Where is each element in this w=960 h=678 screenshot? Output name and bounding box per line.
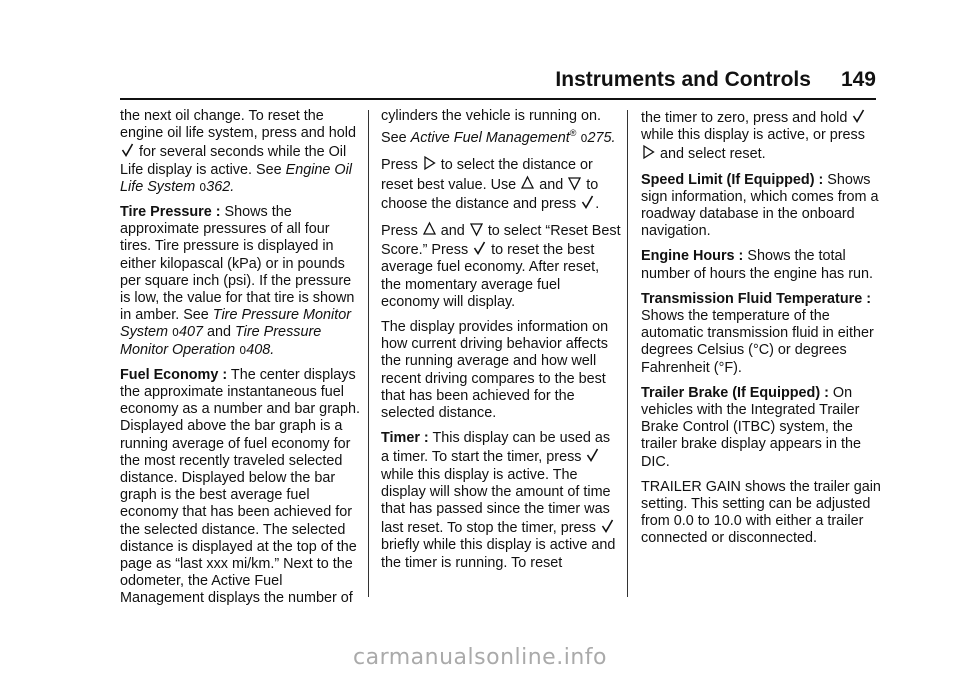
page-ref-arrow-icon: 0 xyxy=(171,326,179,340)
column-3 xyxy=(641,108,881,556)
column-1 xyxy=(120,108,360,616)
section-title: Instruments and Controls xyxy=(555,68,811,91)
down-triangle-icon xyxy=(470,221,483,237)
checkmark-icon xyxy=(852,108,865,124)
fuel-economy-paragraph: Fuel Economy : The center displays the approximate instantaneous fuel economy as a number and bar graph. Displayed above the bar graph is a running average of fuel economy for the most recently traveled selected distance. Displayed below the bar graph is the best average fuel economy that has been achieved for the selected distance. The selected distance is displayed at the top of the page as “last xxx mi/km.” Next to the odometer, the Active Fuel Management displays the number of xyxy=(120,366,360,607)
timer-reset-paragraph: the timer to zero, press and hold while this display is active, or press and select reset. xyxy=(641,110,865,163)
checkmark-icon xyxy=(601,518,614,534)
page-ref-arrow-icon: 0 xyxy=(239,343,247,357)
speed-limit-label: Speed Limit (If Equipped) : xyxy=(641,171,824,188)
ref-engine-oil-life[interactable]: Engine Oil Life System xyxy=(120,161,352,195)
timer-label: Timer : xyxy=(381,430,429,447)
transmission-temp-paragraph: Transmission Fluid Temperature : Shows the temperature of the automatic transmission fluid in either degrees Celsius (°C) or degrees Fahrenheit (°F). xyxy=(641,290,874,376)
reset-best-score-paragraph: Press and to select “Reset Best Score.” Press to reset the best average fuel economy. After reset, the momentary average fuel economy will display. xyxy=(381,223,621,310)
column-divider-1 xyxy=(368,110,369,597)
column-divider-2 xyxy=(627,110,628,597)
speed-limit-paragraph: Speed Limit (If Equipped) : Shows sign information, which comes from a roadway database in the onboard navigation. xyxy=(641,171,879,240)
engine-hours-paragraph: Engine Hours : Shows the total number of hours the engine has run. xyxy=(641,248,873,282)
right-triangle-icon xyxy=(423,155,436,171)
trailer-brake-label: Trailer Brake (If Equipped) : xyxy=(641,384,829,401)
tire-pressure-paragraph: Tire Pressure : Shows the approximate pressures of all four tires. Tire pressure is displayed in either kilopascal (kPa) or in pounds per square inch (psi). If the pressure is low, the value for that tire is shown in amber. See Tire Pressure Monitor System 0407 and Tire Pressure Monitor Operation 0408. xyxy=(120,204,355,358)
checkmark-icon xyxy=(473,240,486,256)
down-triangle-icon xyxy=(568,175,581,191)
engine-hours-label: Engine Hours : xyxy=(641,248,744,265)
trailer-gain-paragraph: TRAILER GAIN shows the trailer gain setting. This setting can be adjusted from 0.0 to 10.0 with either a trailer connected or disconnected. xyxy=(641,478,881,547)
column-2 xyxy=(381,108,621,580)
ref-tire-pressure-monitor-operation[interactable]: Tire Pressure Monitor Operation xyxy=(120,324,322,358)
page-number: 149 xyxy=(840,68,876,91)
checkmark-icon xyxy=(586,447,599,463)
page-ref-arrow-icon: 0 xyxy=(199,180,207,194)
page-ref-arrow-icon: 0 xyxy=(580,132,588,146)
ref-active-fuel-management[interactable]: Active Fuel Management xyxy=(410,130,570,147)
transmission-temp-label: Transmission Fluid Temperature : xyxy=(641,290,872,307)
select-distance-paragraph: Press to select the distance or reset best value. Use and to choose the distance and press . xyxy=(381,157,600,212)
driving-behavior-paragraph: The display provides information on how current driving behavior affects the running average and how well recent driving compares to the best that has been achieved for the selected distance. xyxy=(381,319,609,422)
right-triangle-icon xyxy=(642,144,655,160)
afm-paragraph: cylinders the vehicle is running on. See Active Fuel Management® 0275. xyxy=(381,108,616,147)
up-triangle-icon xyxy=(521,175,534,191)
checkmark-icon xyxy=(581,194,594,210)
ref-tire-pressure-monitor-system[interactable]: Tire Pressure Monitor System xyxy=(120,307,352,341)
oil-reset-paragraph: the next oil change. To reset the engine oil life system, press and hold for several seconds while the Oil Life display is active. See Engine Oil Life System 0362. xyxy=(120,108,356,195)
trailer-brake-paragraph: Trailer Brake (If Equipped) : On vehicles with the Integrated Trailer Brake Control (ITBC) system, the trailer brake display appears in the DIC. xyxy=(641,384,861,470)
timer-paragraph: Timer : This display can be used as a timer. To start the timer, press while this display is active. The display will show the amount of time that has passed since the timer was last reset. To stop the timer, press briefly while this display is active and the timer is running. To reset xyxy=(381,430,616,571)
up-triangle-icon xyxy=(423,221,436,237)
header-rule xyxy=(120,98,876,100)
checkmark-icon xyxy=(121,142,134,158)
tire-pressure-label: Tire Pressure : xyxy=(120,204,221,221)
fuel-economy-label: Fuel Economy : xyxy=(120,366,228,383)
watermark: carmanualsonline.info xyxy=(353,645,607,670)
page-header xyxy=(0,68,876,92)
